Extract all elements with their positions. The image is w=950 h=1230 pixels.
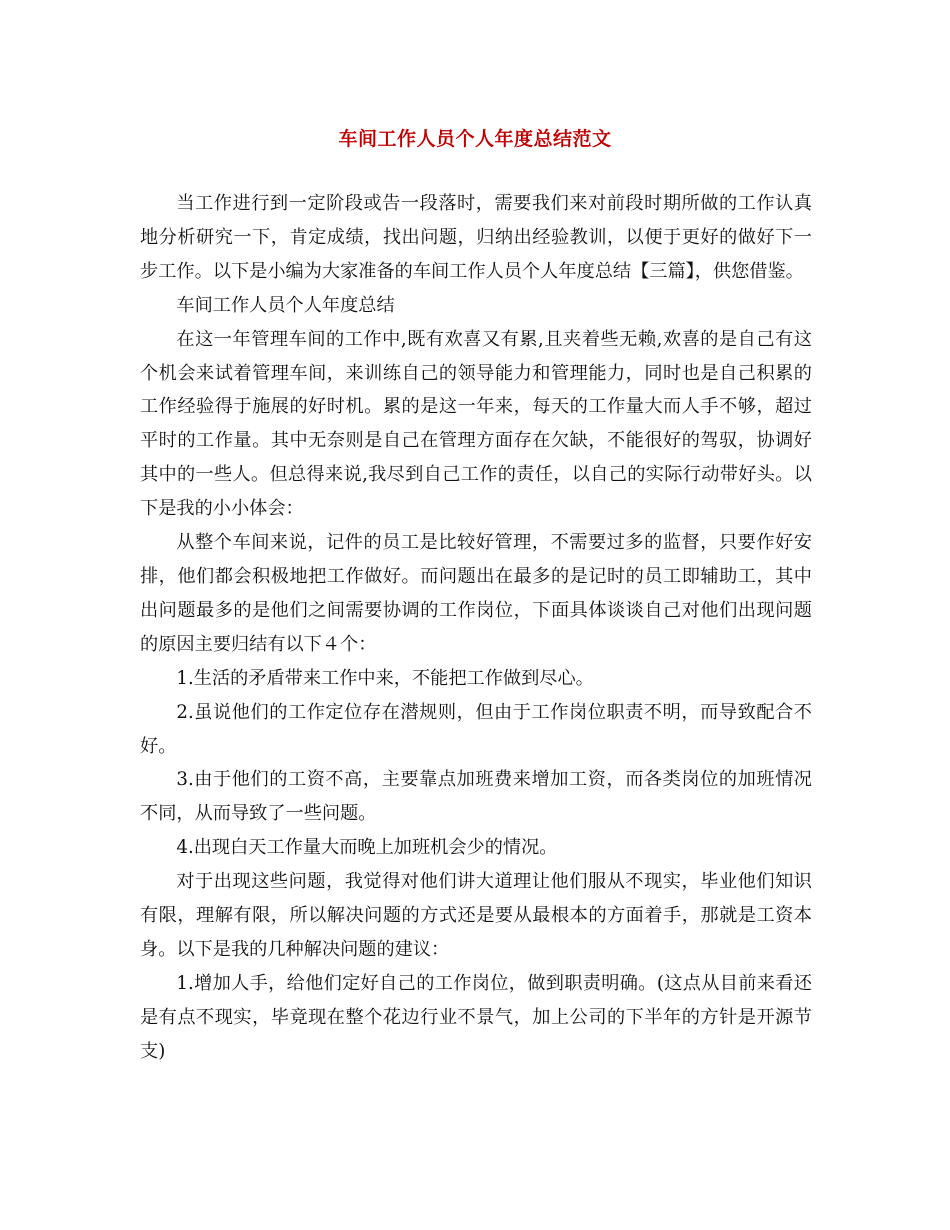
document-body	[140, 187, 812, 1069]
document-title: 车间工作人员个人年度总结范文	[338, 128, 612, 150]
intro-paragraph: 当工作进行到一定阶段或告一段落时，需要我们来对前段时期所做的工作认真地分析研究一下，肯定成绩，找出问题，归纳出经验教训，以便于更好的做好下一步工作。以下是小编为大家准备的车间工作人员个人年度总结【三篇】，供您借鉴。	[140, 193, 812, 282]
body-paragraph: 对于出现这些问题，我觉得对他们讲大道理让他们服从不现实，毕业他们知识有限，理解有限，所以解决问题的方式还是要从最根本的方面着手，那就是工资本身。以下是我的几种解决问题的建议：	[140, 871, 812, 960]
section-heading: 车间工作人员个人年度总结	[176, 294, 395, 316]
list-item: 2.虽说他们的工作定位存在潜规则，但由于工作岗位职责不明，而导致配合不好。	[140, 701, 812, 757]
body-paragraph: 从整个车间来说，记件的员工是比较好管理，不需要过多的监督，只要作好安排，他们都会积极地把工作做好。而问题出在最多的是记时的员工即辅助工，其中出问题最多的是他们之间需要协调的工作岗位，下面具体谈谈自己对他们出现问题的原因主要归结有以下４个：	[140, 532, 812, 655]
list-item: 3.由于他们的工资不高，主要靠点加班费来增加工资，而各类岗位的加班情况不同，从而导致了一些问题。	[140, 769, 812, 825]
list-item: 1.增加人手，给他们定好自己的工作岗位，做到职责明确。(这点从目前来看还是有点不现实，毕竟现在整个花边行业不景气，加上公司的下半年的方针是开源节支)	[140, 972, 812, 1062]
body-paragraph: 在这一年管理车间的工作中,既有欢喜又有累,且夹着些无赖,欢喜的是自己有这个机会来试着管理车间，来训练自己的领导能力和管理能力，同时也是自己积累的工作经验得于施展的好时机。累的是这一年来，每天的工作量大而人手不够，超过平时的工作量。其中无奈则是自己在管理方面存在欠缺，不能很好的驾驭，协调好其中的一些人。但总得来说,我尽到自己工作的责任，以自己的实际行动带好头。以下是我的小小体会：	[140, 328, 812, 520]
list-item: 1.生活的矛盾带来工作中来，不能把工作做到尽心。	[176, 667, 594, 689]
list-item: 4.出现白天工作量大而晚上加班机会少的情况。	[176, 837, 558, 859]
